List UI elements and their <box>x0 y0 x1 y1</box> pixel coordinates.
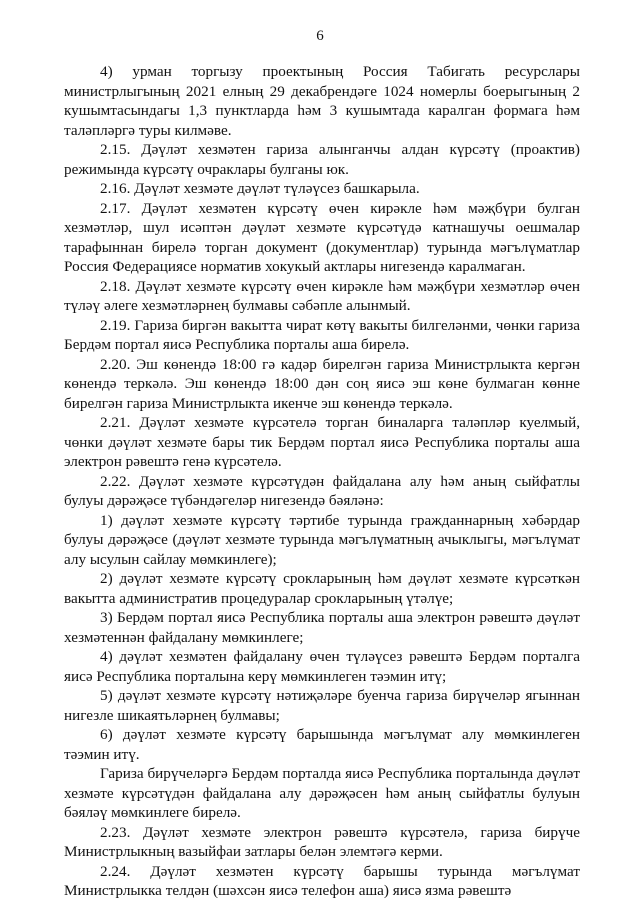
paragraph: 4) урман торгызу проектының Россия Табигать ресурслары министрлыгының 2021 елның 29 декабрендәге 1024 номерлы боерыгының 2 кушымтасындагы 1,3 пунктларда һәм 3 кушымтада каралган формага һәм таләпләргә туры килмәве. <box>64 63 580 139</box>
list-item: 5) дәүләт хезмәте күрсәтү нәтиҗәләре буенча гариза бирүчеләр ягыннан нигезле шикаятьләрнең булмавы; <box>64 687 580 724</box>
document-body <box>64 62 580 901</box>
list-item: 4) дәүләт хезмәтен файдалану өчен түләүсез рәвештә Бердәм порталга яисә Республика порталына керү мөмкинлеген тәэмин итү; <box>64 648 580 685</box>
paragraph: 2.17. Дәүләт хезмәтен күрсәтү өчен кирәкле һәм мәҗбүри булган хезмәтләр, шул исәптән дәүләт хезмәте күрсәтүдә катнашучы оешмалар тарафыннан бирелә торган документ (документлар) турында мәгълүматлар Россия Федерациясе норматив хокукый актлары нигезендә каралмаган. <box>64 199 580 275</box>
paragraph: 2.24. Дәүләт хезмәтен күрсәтү барышы турында мәгълүмат Министрлыкка телдән (шәхсән яисә телефон аша) яисә язма рәвештә <box>64 862 580 899</box>
list-item: 6) дәүләт хезмәте күрсәтү барышында мәгълүмат алу мөмкинлеген тәэмин итү. <box>64 726 580 763</box>
paragraph: 2.19. Гариза биргән вакытта чират көтү вакыты билгеләнми, чөнки гариза Бердәм портал яисә Республика порталы аша бирелә. <box>64 316 580 353</box>
paragraph: 2.18. Дәүләт хезмәте күрсәтү өчен кирәкле һәм мәҗбүри хезмәтләр өчен түләү әлеге хезмәтләрнең булмавы сәбәпле алынмый. <box>64 277 580 314</box>
list-item: 1) дәүләт хезмәте күрсәтү тәртибе турында гражданнарның хәбәрдар булуы дәрәҗәсе (дәүләт хезмәте турында мәгълүматның ачыклыгы, мәгълүмат алу ысулын сайлау мөмкинлеге); <box>64 511 580 568</box>
paragraph: 2.23. Дәүләт хезмәте электрон рәвештә күрсәтелә, гариза бирүче Министрлыкның вазыйфаи затлары белән элемтәгә керми. <box>64 823 580 860</box>
paragraph: 2.15. Дәүләт хезмәтен гариза алынганчы алдан күрсәтү (проактив) режимында күрсәтү очраклары булганы юк. <box>64 141 580 178</box>
list-item: 3) Бердәм портал яисә Республика порталы аша электрон рәвештә дәүләт хезмәтеннән файдалану мөмкинлеге; <box>64 609 580 646</box>
list-item: 2) дәүләт хезмәте күрсәтү срокларының һәм дәүләт хезмәте күрсәткән вакытта административ процедуралар срокларының үтәлүе; <box>64 570 580 607</box>
page-number: 6 <box>316 28 324 44</box>
paragraph: 2.21. Дәүләт хезмәте күрсәтелә торган биналарга таләпләр куелмый, чөнки дәүләт хезмәте бары тик Бердәм портал яисә Республика порталы аша электрон рәвештә генә күрсәтелә. <box>64 414 580 470</box>
paragraph: Гариза бирүчеләргә Бердәм порталда яисә Республика порталында дәүләт хезмәте күрсәтүдән файдалана алу дәрәҗәсен һәм аның сыйфатлы булуын бәяләү мөмкинлеге бирелә. <box>64 765 580 821</box>
paragraph: 2.22. Дәүләт хезмәте күрсәтүдән файдалана алу һәм аның сыйфатлы булуы дәрәҗәсе түбәндәгеләр нигезендә бәяләнә: <box>64 472 580 509</box>
paragraph: 2.20. Эш көнендә 18:00 гә кадәр бирелгән гариза Министрлыкта кергән көнендә теркәлә. Эш көнендә 18:00 дән соң яисә эш көне булмаган көнне бирелгән гариза Министрлыкта икенче эш көнендә теркәлә. <box>64 355 580 412</box>
paragraph: 2.16. Дәүләт хезмәте дәүләт түләүсез башкарыла. <box>100 180 420 197</box>
